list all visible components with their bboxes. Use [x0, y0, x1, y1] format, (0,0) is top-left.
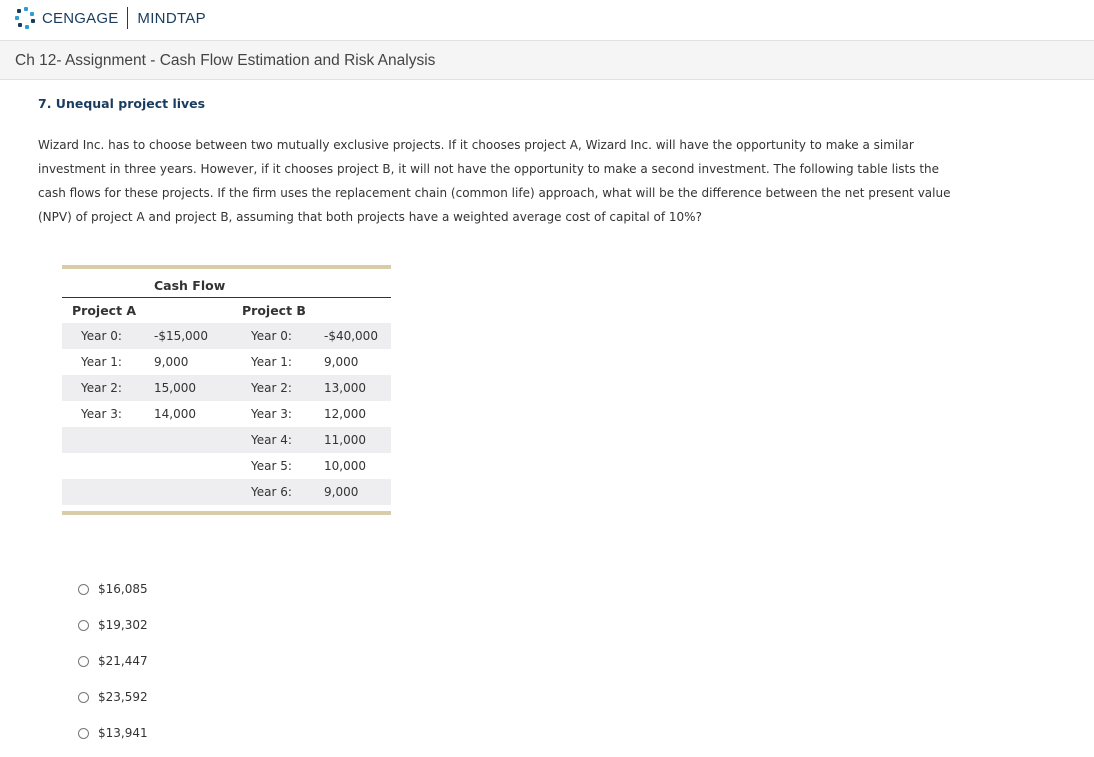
answer-option-label: $13,941	[98, 726, 148, 740]
project-b-year: Year 5:	[251, 459, 292, 473]
table-top-rule	[62, 265, 391, 269]
project-b-label: Project B	[242, 303, 306, 318]
table-row	[62, 349, 391, 375]
top-bar	[0, 0, 1094, 40]
project-b-year: Year 4:	[251, 433, 292, 447]
radio-button[interactable]	[78, 656, 89, 667]
project-b-year: Year 1:	[251, 355, 292, 369]
project-b-value: -$40,000	[324, 329, 378, 343]
radio-button[interactable]	[78, 728, 89, 739]
project-b-value: 13,000	[324, 381, 366, 395]
project-a-year: Year 0:	[81, 329, 122, 343]
project-a-value: 15,000	[154, 381, 196, 395]
answer-option-label: $19,302	[98, 618, 148, 632]
table-header: Cash Flow	[154, 278, 226, 293]
project-b-year: Year 6:	[251, 485, 292, 499]
project-b-value: 9,000	[324, 485, 359, 499]
answer-option[interactable]	[78, 580, 148, 598]
cengage-dots-logo-icon	[14, 7, 36, 29]
radio-button[interactable]	[78, 584, 89, 595]
product-name: MINDTAP	[137, 9, 206, 27]
project-b-year: Year 3:	[251, 407, 292, 421]
table-row	[62, 479, 391, 505]
answer-option[interactable]	[78, 616, 148, 634]
question-heading: 7. Unequal project lives	[38, 96, 206, 111]
project-b-value: 12,000	[324, 407, 366, 421]
cengage-logo[interactable]	[14, 7, 206, 29]
table-row	[62, 427, 391, 453]
project-a-year: Year 1:	[81, 355, 122, 369]
project-b-value: 9,000	[324, 355, 359, 369]
table-row	[62, 453, 391, 479]
project-a-label: Project A	[72, 303, 137, 318]
table-row	[62, 323, 391, 349]
project-a-value: 14,000	[154, 407, 196, 421]
project-b-value: 10,000	[324, 459, 366, 473]
project-b-year: Year 0:	[251, 329, 292, 343]
radio-button[interactable]	[78, 620, 89, 631]
answer-option[interactable]	[78, 688, 148, 706]
answer-option-label: $23,592	[98, 690, 148, 704]
answer-option[interactable]	[78, 724, 148, 742]
project-a-value: -$15,000	[154, 329, 208, 343]
page-title: Ch 12- Assignment - Cash Flow Estimation and Risk Analysis	[15, 52, 436, 69]
brand-name: CENGAGE	[42, 9, 119, 27]
project-a-year: Year 2:	[81, 381, 122, 395]
answer-option-label: $16,085	[98, 582, 148, 596]
project-b-year: Year 2:	[251, 381, 292, 395]
assignment-title-bar	[0, 40, 1094, 80]
radio-button[interactable]	[78, 692, 89, 703]
table-bottom-rule	[62, 511, 391, 515]
answer-option[interactable]	[78, 652, 148, 670]
answer-option-label: $21,447	[98, 654, 148, 668]
brand-divider	[127, 7, 128, 29]
project-a-value: 9,000	[154, 355, 189, 369]
table-row	[62, 375, 391, 401]
project-b-value: 11,000	[324, 433, 366, 447]
project-a-year: Year 3:	[81, 407, 122, 421]
question-text: Wizard Inc. has to choose between two mutually exclusive projects. If it chooses project A, Wizard Inc. will have the opportunity to make a similar investment in three years. However, if it chooses project B, it will not have the opportunity to make a second investment. The following table lists the cash flows for these projects. If the firm uses the replacement chain (common life) approach, what will be the difference between the net present value (NPV) of project A and project B, assuming that both projects have a weighted average cost of capital of 10%?	[38, 138, 951, 224]
table-header-rule	[62, 297, 391, 298]
table-row	[62, 401, 391, 427]
